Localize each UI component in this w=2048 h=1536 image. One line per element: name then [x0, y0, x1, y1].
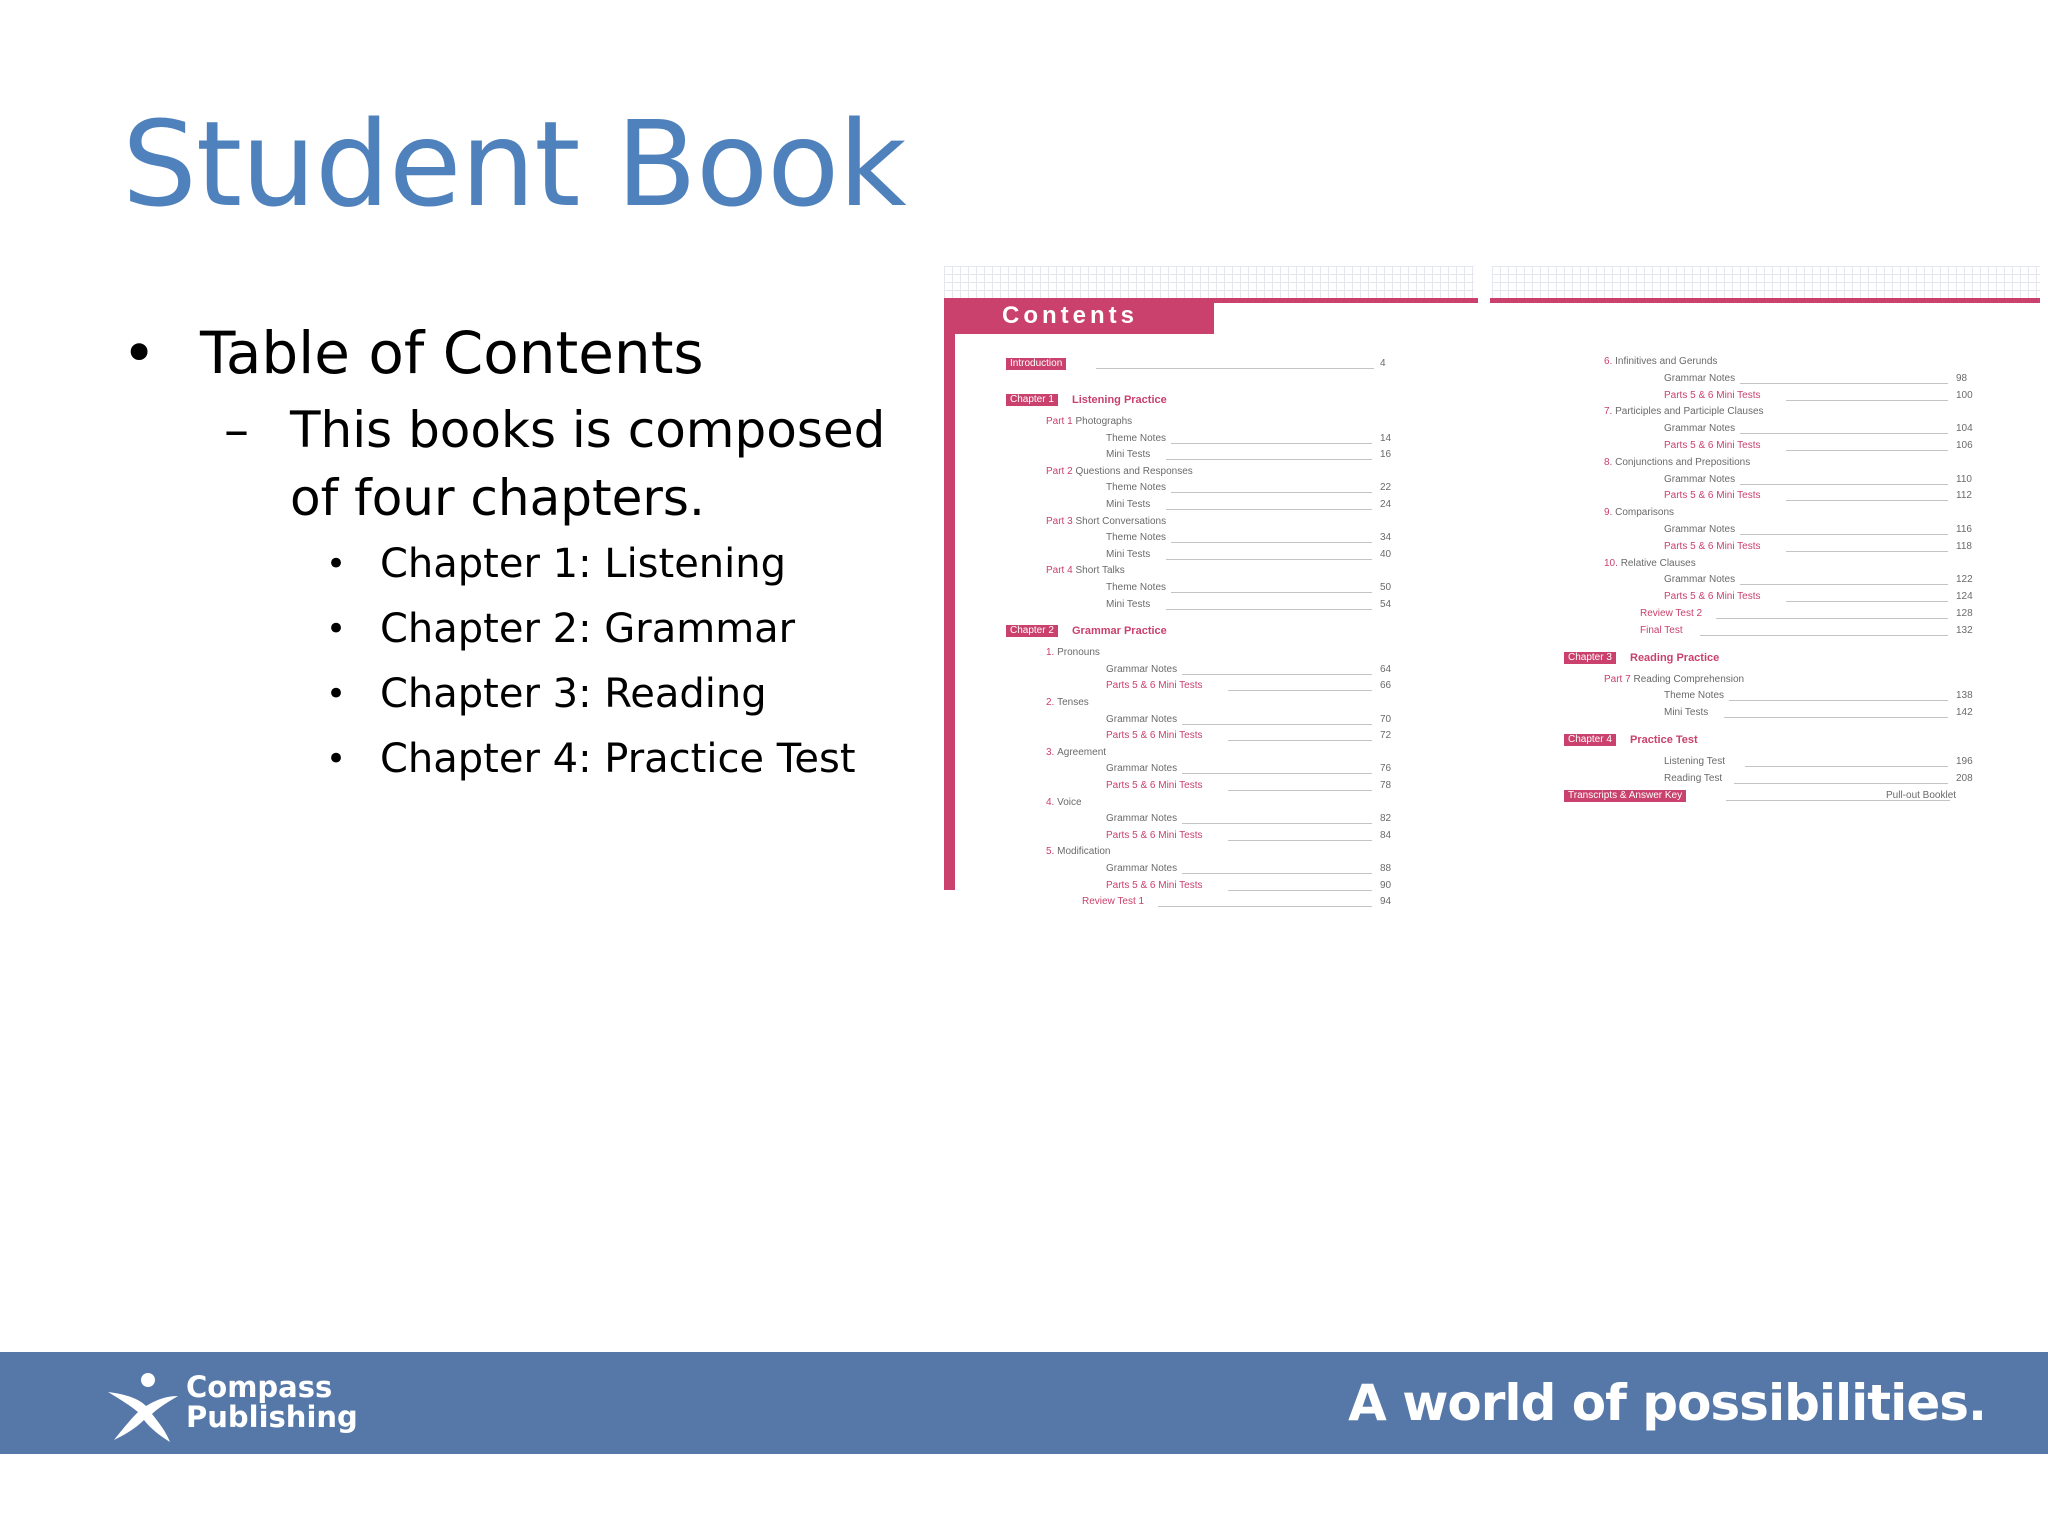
toc-leader	[1745, 766, 1948, 767]
toc-page-number: 104	[1956, 423, 1973, 435]
toc-page-number: 112	[1956, 490, 1972, 502]
toc-leader	[1724, 717, 1948, 718]
toc-entry-title: Grammar Notes	[1106, 763, 1178, 775]
toc-entry-title: Grammar Notes	[1664, 524, 1736, 535]
toc-entry-title: Theme Notes	[1106, 582, 1167, 593]
toc-leader	[1171, 592, 1372, 593]
toc-leader	[1729, 700, 1948, 701]
toc-leader	[1171, 492, 1372, 493]
toc-entry-title: Grammar Notes	[1664, 473, 1736, 485]
toc-page-number: 196	[1956, 756, 1973, 767]
toc-entry	[1664, 473, 1972, 485]
toc-leader	[1166, 459, 1372, 460]
toc-page-number: 76	[1380, 763, 1392, 775]
toc-page-number: 72	[1380, 730, 1392, 742]
toc-page-number: 16	[1380, 449, 1392, 461]
toc-leader	[1228, 790, 1372, 791]
toc-part-label: Part 7	[1604, 673, 1634, 685]
toc-page-number: 128	[1956, 608, 1973, 619]
toc-entry-title: Modification	[1057, 846, 1111, 858]
toc-entry-title: Parts 5 & 6 Mini Tests	[1664, 540, 1761, 552]
toc-leader	[1182, 823, 1372, 824]
toc-entry-title: Grammar Notes	[1664, 574, 1736, 586]
toc-leader	[1740, 584, 1948, 585]
toc-page-number: 110	[1956, 473, 1972, 485]
toc-leader	[1786, 400, 1948, 401]
toc-entry-title: Pronouns	[1057, 647, 1100, 659]
header-rule	[1490, 298, 2040, 303]
chapter-item: Chapter 3: Reading	[380, 671, 767, 717]
toc-entry-title: Review Test 2	[1640, 608, 1703, 619]
bullet-list	[122, 318, 922, 792]
toc-entry-title: Reading Test	[1664, 772, 1723, 784]
toc-page-number: 142	[1956, 707, 1973, 719]
toc-chapter-badge: Chapter 2	[1006, 625, 1058, 637]
toc-entry-title: Conjunctions and Prepositions	[1615, 456, 1751, 468]
toc-page-number: 64	[1380, 663, 1392, 675]
toc-page-number: 208	[1956, 772, 1973, 784]
toc-entry-title: Photographs	[1075, 416, 1133, 427]
toc-entry	[1046, 416, 1132, 427]
toc-entry-title: Parts 5 & 6 Mini Tests	[1106, 730, 1203, 742]
toc-entry-title: Parts 5 & 6 Mini Tests	[1664, 440, 1761, 451]
toc-entry-title: Grammar Notes	[1106, 813, 1178, 825]
toc-part-label: 9.	[1604, 507, 1616, 519]
toc-leader	[1786, 500, 1948, 501]
grid-pattern	[944, 266, 1474, 298]
toc-page-number: 22	[1380, 482, 1392, 494]
toc-entry-title: Short Talks	[1075, 565, 1125, 577]
toc-entry	[1664, 372, 1968, 384]
toc-page-number: 54	[1380, 598, 1392, 610]
grid-pattern	[1492, 266, 2040, 298]
toc-entry	[1046, 466, 1193, 477]
toc-leader	[1786, 601, 1948, 602]
toc-leader	[1228, 890, 1372, 891]
toc-entry	[1664, 591, 1973, 603]
toc-section-badge: Transcripts & Answer Key	[1564, 790, 1686, 802]
toc-page-number: 116	[1956, 524, 1972, 535]
toc-leader	[1716, 618, 1948, 619]
toc-entry-title: Parts 5 & 6 Mini Tests	[1664, 591, 1761, 603]
bullet-text: Table of Contents	[200, 319, 704, 387]
toc-entry	[1082, 896, 1392, 908]
toc-entry	[1664, 389, 1973, 401]
toc-page-number: 132	[1956, 624, 1973, 636]
toc-entry	[1664, 423, 1973, 435]
toc-entry	[1664, 574, 1973, 586]
toc-leader	[1096, 368, 1374, 369]
toc-entry	[1106, 663, 1392, 675]
chapter-item: Chapter 2: Grammar	[380, 606, 796, 652]
toc-entry	[1604, 558, 1696, 569]
contents-heading: Contents	[944, 298, 1214, 334]
toc-entry	[1106, 780, 1392, 791]
toc-entry-title: Mini Tests	[1664, 707, 1709, 719]
toc-leader	[1228, 690, 1372, 691]
slide-title: Student Book	[122, 95, 906, 233]
toc-leader	[1182, 773, 1372, 774]
toc-entry	[1640, 624, 1973, 636]
toc-leader	[1166, 609, 1372, 610]
toc-leader	[1734, 783, 1948, 784]
brand-line-1: Compass	[186, 1370, 333, 1404]
toc-page-number: 100	[1956, 389, 1973, 401]
toc-page-number: Pull-out Booklet	[1886, 789, 1957, 801]
toc-page-number: 84	[1380, 829, 1392, 841]
toc-entry	[1664, 524, 1972, 535]
toc-entry-title: Parts 5 & 6 Mini Tests	[1106, 680, 1203, 692]
toc-entry-title: Parts 5 & 6 Mini Tests	[1664, 389, 1761, 401]
toc-entry	[1604, 356, 1717, 367]
toc-page-number: 98	[1956, 372, 1968, 384]
toc-entry	[1106, 482, 1392, 494]
toc-entry	[1106, 598, 1392, 610]
toc-entry	[1106, 763, 1392, 775]
toc-page-number: 4	[1380, 358, 1386, 369]
toc-chapter-title: Grammar Practice	[1072, 625, 1167, 638]
toc-chapter-badge: Chapter 1	[1006, 394, 1058, 406]
toc-entry-title: Infinitives and Gerunds	[1615, 356, 1718, 367]
toc-entry-title: Mini Tests	[1106, 598, 1151, 610]
toc-page-number: 94	[1380, 896, 1392, 908]
toc-section-badge: Introduction	[1006, 358, 1066, 370]
toc-entry	[1604, 674, 1744, 685]
bullet-level1	[122, 318, 922, 388]
toc-entry-title: Short Conversations	[1075, 515, 1167, 527]
bullet-level3	[122, 532, 922, 597]
toc-entry	[1046, 747, 1106, 758]
toc-entry-title: Parts 5 & 6 Mini Tests	[1106, 780, 1203, 791]
bullet-dot: •	[326, 739, 347, 779]
toc-entry-title: Final Test	[1640, 624, 1683, 636]
table-of-contents-image	[940, 266, 2040, 926]
toc-page-number: 40	[1380, 548, 1392, 560]
toc-leader	[1166, 559, 1372, 560]
toc-entry-title: Parts 5 & 6 Mini Tests	[1106, 829, 1203, 841]
toc-entry	[1106, 449, 1392, 461]
toc-leader	[1166, 509, 1372, 510]
toc-part-label: 10.	[1604, 557, 1621, 569]
toc-entry	[1106, 548, 1392, 560]
toc-entry	[1664, 756, 1973, 767]
toc-entry-title: Comparisons	[1615, 507, 1675, 519]
toc-part-label: 8.	[1604, 456, 1616, 468]
toc-entry	[1106, 829, 1392, 841]
toc-entry	[1046, 697, 1089, 708]
toc-entry-title: Listening Test	[1664, 756, 1725, 767]
bullet-level3	[122, 662, 922, 727]
toc-leader	[1182, 724, 1372, 725]
toc-entry	[1106, 532, 1392, 544]
toc-entry	[1106, 813, 1392, 825]
toc-part-label: 1.	[1046, 647, 1058, 659]
toc-entry	[1664, 707, 1973, 719]
toc-leader	[1228, 740, 1372, 741]
toc-page-number: 138	[1956, 690, 1973, 702]
toc-entry-title: Theme Notes	[1106, 432, 1167, 444]
toc-leader	[1740, 484, 1948, 485]
toc-page-number: 78	[1380, 780, 1392, 791]
toc-entry	[1106, 582, 1392, 593]
toc-part-label: Part 3	[1046, 515, 1076, 527]
toc-leader	[1740, 383, 1948, 384]
toc-leader	[1182, 674, 1372, 675]
brand-name	[186, 1372, 358, 1432]
toc-page-number: 124	[1956, 591, 1973, 603]
toc-leader	[1228, 840, 1372, 841]
toc-entry	[1664, 540, 1972, 552]
toc-part-label: 3.	[1046, 746, 1058, 758]
toc-page-number: 50	[1380, 582, 1392, 593]
toc-part-label: 6.	[1604, 356, 1616, 367]
toc-entry	[1046, 647, 1100, 658]
bullet-level3	[122, 727, 922, 792]
toc-part-label: 5.	[1046, 846, 1058, 858]
toc-page-number: 70	[1380, 713, 1392, 725]
toc-page-number: 14	[1380, 432, 1392, 444]
toc-entry	[1106, 499, 1392, 510]
toc-leader	[1786, 551, 1948, 552]
page-spine	[944, 298, 955, 890]
toc-entry	[1604, 457, 1750, 468]
toc-page-number: 34	[1380, 532, 1392, 544]
toc-entry-title: Mini Tests	[1106, 449, 1151, 461]
toc-entry	[1604, 507, 1674, 518]
toc-entry-title: Parts 5 & 6 Mini Tests	[1106, 879, 1203, 891]
toc-entry	[1106, 432, 1392, 444]
toc-entry-title: Theme Notes	[1106, 532, 1167, 544]
toc-leader	[1740, 433, 1948, 434]
toc-page-number: 118	[1956, 540, 1972, 552]
toc-leader	[1700, 635, 1948, 636]
toc-page-number: 90	[1380, 879, 1392, 891]
toc-page-number: 66	[1380, 680, 1392, 692]
toc-entry-title: Theme Notes	[1664, 690, 1725, 702]
toc-chapter-badge: Chapter 4	[1564, 734, 1616, 746]
tagline: A world of possibilities.	[1348, 1374, 1986, 1432]
bullet-level2	[122, 396, 922, 532]
toc-leader	[1786, 450, 1948, 451]
toc-page-number: 106	[1956, 440, 1973, 451]
toc-entry-title: Review Test 1	[1082, 896, 1145, 908]
toc-entry	[1046, 516, 1166, 527]
toc-entry-title: Relative Clauses	[1620, 557, 1696, 569]
toc-part-label: 2.	[1046, 697, 1058, 708]
toc-entry-title: Grammar Notes	[1106, 863, 1178, 874]
toc-page-number: 24	[1380, 499, 1392, 510]
toc-entry-title: Voice	[1057, 796, 1082, 808]
chapter-item: Chapter 4: Practice Test	[380, 736, 856, 782]
brand-line-2: Publishing	[186, 1400, 358, 1434]
bullet-dot: •	[122, 319, 157, 387]
toc-entry-title: Tenses	[1057, 697, 1089, 708]
toc-entry	[1106, 730, 1392, 742]
toc-entry-title: Theme Notes	[1106, 482, 1167, 494]
toc-entry	[1046, 797, 1082, 808]
toc-leader	[1171, 542, 1372, 543]
toc-entry	[1664, 772, 1973, 784]
toc-leader	[1182, 873, 1372, 874]
toc-entry	[1106, 680, 1392, 692]
toc-entry	[1664, 440, 1973, 451]
toc-entry	[1106, 863, 1392, 874]
toc-entry	[1106, 713, 1392, 725]
toc-part-label: 4.	[1046, 796, 1058, 808]
bullet-dot: •	[326, 609, 347, 649]
toc-chapter-title: Listening Practice	[1072, 394, 1167, 406]
toc-entry-title: Questions and Responses	[1075, 465, 1193, 477]
bullet-dot: •	[326, 544, 347, 584]
toc-entry	[1640, 608, 1973, 619]
toc-entry-title: Grammar Notes	[1106, 663, 1178, 675]
toc-entry	[1106, 879, 1392, 891]
toc-entry	[1046, 846, 1110, 857]
toc-entry-title: Participles and Participle Clauses	[1615, 406, 1764, 418]
toc-page-number: 88	[1380, 863, 1392, 874]
toc-entry-title: Mini Tests	[1106, 499, 1151, 510]
toc-entry-title: Mini Tests	[1106, 548, 1151, 560]
bullet-level3	[122, 597, 922, 662]
toc-page-number: 122	[1956, 574, 1973, 586]
toc-page-number: 82	[1380, 813, 1392, 825]
toc-entry-title: Reading Comprehension	[1633, 673, 1745, 685]
bullet-text: This books is composed of four chapters.	[290, 401, 886, 527]
toc-entry	[1664, 490, 1972, 502]
toc-chapter-title: Reading Practice	[1630, 651, 1720, 664]
toc-entry-title: Grammar Notes	[1106, 713, 1178, 725]
toc-part-label: Part 4	[1046, 565, 1076, 577]
toc-leader	[1740, 534, 1948, 535]
toc-part-label: 7.	[1604, 406, 1616, 418]
toc-entry	[1604, 406, 1764, 417]
toc-entry-title: Parts 5 & 6 Mini Tests	[1664, 490, 1761, 502]
toc-entry-title: Grammar Notes	[1664, 423, 1736, 435]
bullet-dash: –	[224, 401, 249, 459]
chapter-item: Chapter 1: Listening	[380, 541, 787, 587]
bullet-dot: •	[326, 674, 347, 714]
toc-entry-title: Grammar Notes	[1664, 372, 1736, 384]
toc-entry-title: Agreement	[1057, 746, 1107, 758]
toc-chapter-title: Practice Test	[1630, 734, 1698, 746]
compass-logo-icon	[104, 1370, 184, 1444]
toc-entry	[1046, 565, 1125, 576]
toc-chapter-badge: Chapter 3	[1564, 652, 1616, 664]
toc-entry	[1664, 690, 1973, 702]
toc-part-label: Part 1	[1046, 416, 1076, 427]
footer-bar	[0, 1352, 2048, 1454]
toc-leader	[1158, 906, 1372, 907]
toc-leader	[1171, 443, 1372, 444]
toc-part-label: Part 2	[1046, 465, 1076, 477]
